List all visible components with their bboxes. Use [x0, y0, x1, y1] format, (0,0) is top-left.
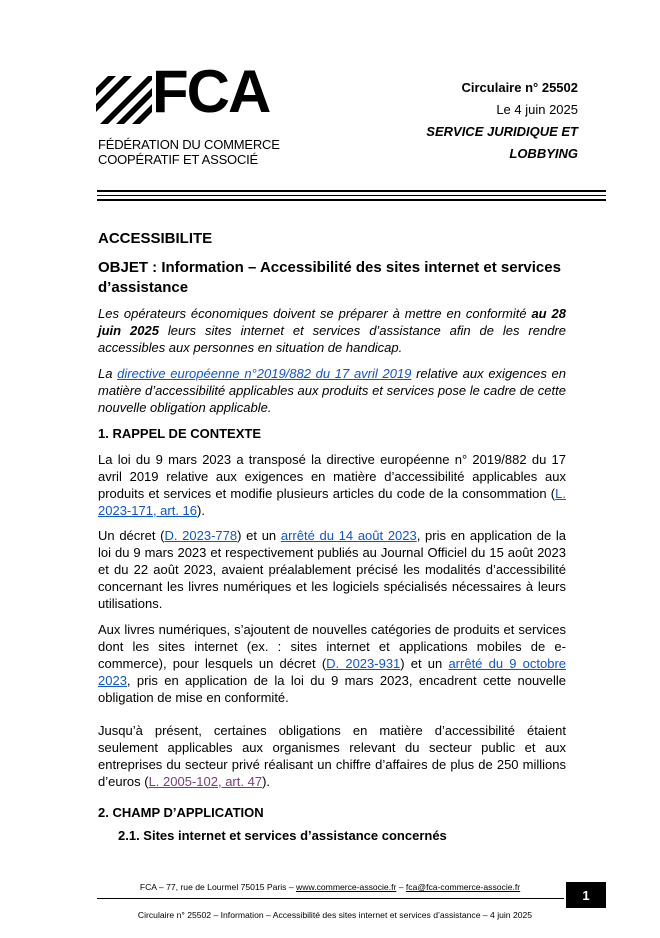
decree-2023-778-link[interactable]: D. 2023-778 [164, 528, 238, 543]
logo-subtitle-line1: FÉDÉRATION DU COMMERCE [98, 137, 280, 152]
header-meta [426, 77, 578, 165]
arrete-9-octobre-link[interactable]: arrêté du 9 octobre 2023 [98, 656, 566, 688]
service-line2: LOBBYING [509, 146, 578, 161]
header-rule-top [97, 190, 606, 192]
heading-rappel-contexte: 1. RAPPEL DE CONTEXTE [98, 426, 262, 441]
circular-number: Circulaire n° 25502 [461, 80, 578, 95]
service-line1: SERVICE JURIDIQUE ET [426, 124, 578, 139]
law-2005-102-link[interactable]: L. 2005-102, art. 47 [148, 774, 263, 789]
footer-website-link[interactable]: www.commerce-associe.fr [296, 882, 397, 892]
deadline-date: au 28 juin 2025 [98, 306, 566, 338]
logo-wordmark: FCA [152, 58, 270, 125]
footer-circular-line: Circulaire n° 25502 – Information – Accessibilité des sites internet et services d’assistance – 4 juin 2025 [137, 910, 533, 920]
heading-champ-application: 2. CHAMP D’APPLICATION [98, 805, 264, 820]
section-title: ACCESSIBILITE [98, 230, 213, 247]
header-rule-bottom [97, 199, 606, 201]
circular-date: Le 4 juin 2025 [496, 102, 578, 117]
logo-subtitle [98, 137, 280, 167]
footer-rule [97, 898, 564, 899]
directive-link[interactable]: directive européenne n°2019/882 du 17 avril 2019 [117, 366, 412, 381]
decree-2023-931-link[interactable]: D. 2023-931 [326, 656, 401, 671]
paragraph-context-4: Jusqu’à présent, certaines obligations en matière d’accessibilité étaient seulement applicables aux organismes relevant du secteur public et aux entreprises du secteur privé réalisant un chiffre d’affaires de plus de 250 millions d’euros (L. 2005-102, art. 47). [98, 723, 566, 789]
header-rule-middle [97, 195, 606, 196]
footer-email-link[interactable]: fca@fca-commerce-associe.fr [405, 882, 521, 892]
paragraph-context-2: Un décret (D. 2023-778) et un arrêté du 14 août 2023, pris en application de la loi du 9 mars 2023 et respectivement publiés au Journal Officiel du 15 août 2023 et du 22 août 2023, avaient préalablement précisé les modalités d’accessibilité concernant les livres numériques et les logiciels spécialisés nécessaires à leurs utilisations. [98, 528, 566, 611]
arrete-14-aout-link[interactable]: arrêté du 14 août 2023 [280, 528, 417, 543]
objet-heading: OBJET : Information – Accessibilité des sites internet et services d’assistance [98, 259, 561, 296]
paragraph-context-3: Aux livres numériques, s’ajoutent de nouvelles catégories de produits et services dont les sites internet (ex. : sites internet et applications mobiles de e-commerce), pour lesquels un décret (D. 2023-931) et un arrêté du 9 octobre 2023, pris en application de la loi du 9 mars 2023, encadrent cette nouvelle obligation de mise en conformité. [98, 622, 566, 705]
fca-logo [96, 58, 286, 174]
intro-paragraph-2: La directive européenne n°2019/882 du 17 avril 2019 relative aux exigences en matière d’accessibilité applicables aux produits et services pose le cadre de cette nouvelle obligation applicable. [98, 366, 567, 415]
footer-address: FCA – 77, rue de Lourmel 75015 Paris – www.commerce-associe.fr – fca@fca-commerce-associe.fr [139, 882, 521, 892]
law-2023-171-link[interactable]: L. 2023-171, art. 16 [98, 486, 566, 518]
logo-subtitle-line2: COOPÉRATIF ET ASSOCIÉ [98, 152, 259, 167]
intro-paragraph-1: Les opérateurs économiques doivent se préparer à mettre en conformité au 28 juin 2025 leurs sites internet et services d’assistance afin de les rendre accessibles aux personnes en situation de handicap. [98, 306, 566, 355]
logo-stripes-icon [96, 76, 152, 124]
page-number: 1 [566, 882, 606, 908]
heading-sites-concernes: 2.1. Sites internet et services d’assistance concernés [118, 828, 447, 843]
paragraph-context-1: La loi du 9 mars 2023 a transposé la directive européenne n° 2019/882 du 17 avril 2019 relative aux exigences en matière d’accessibilité applicables aux produits et services et modifie plusieurs articles du code de la consommation (L. 2023-171, art. 16). [98, 452, 566, 518]
